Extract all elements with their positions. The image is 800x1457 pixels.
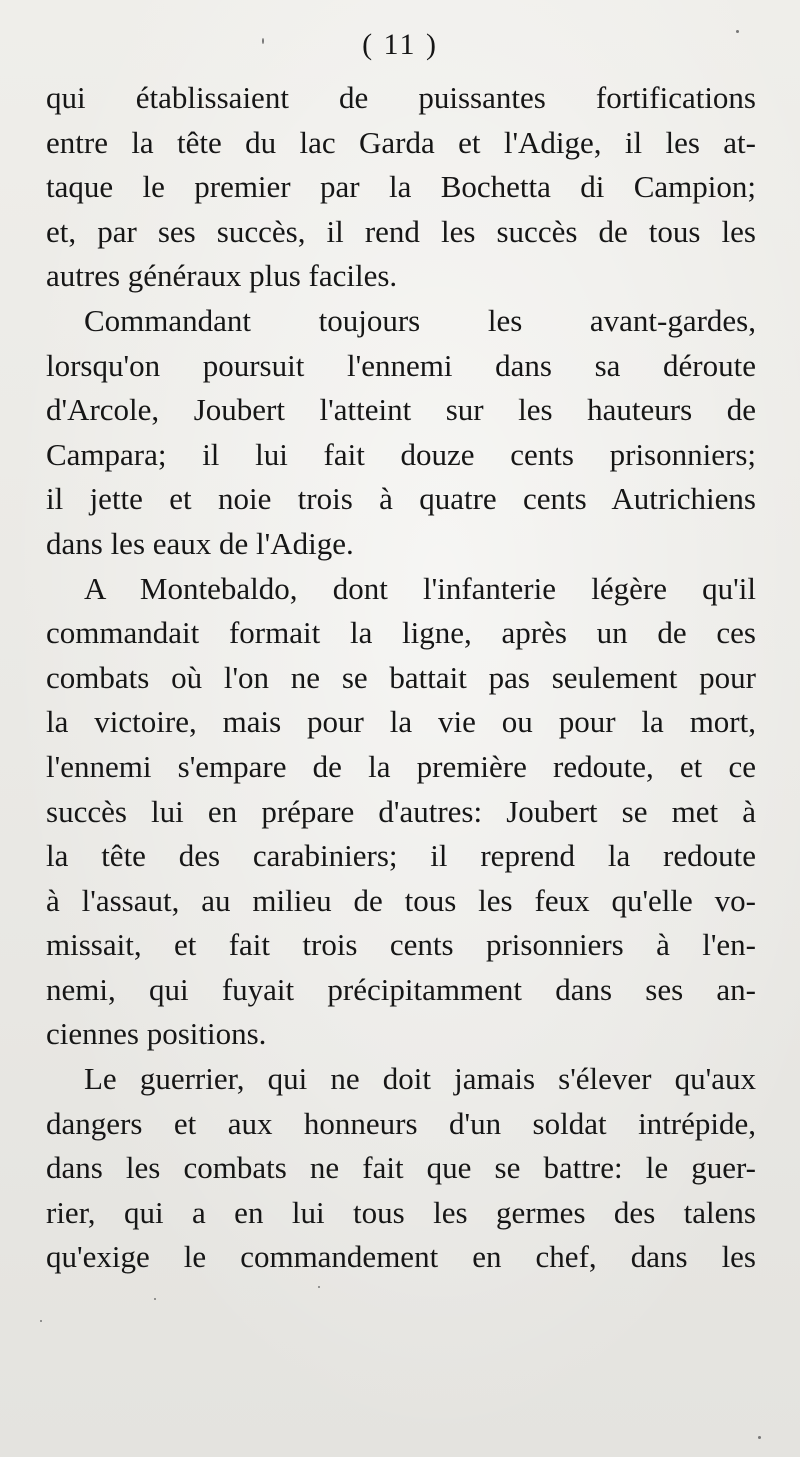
text-line: qui établissaient de puissantes fortifications [46, 80, 756, 115]
text-line: autres généraux plus faciles. [46, 258, 398, 294]
paper-speck [40, 1320, 42, 1322]
paper-speck [736, 30, 739, 33]
text-line: à l'assaut, au milieu de tous les feux qu'elle vo- [46, 882, 756, 918]
body-text [46, 76, 756, 1280]
text-line: dans les combats ne fait que se battre: le guer- [46, 1150, 756, 1186]
text-line: et, par ses succès, il rend les succès de tous les [46, 213, 756, 249]
text-line: ciennes positions. [46, 1016, 267, 1052]
text-line: commandait formait la ligne, après un de ces [46, 615, 756, 651]
text-line: la victoire, mais pour la vie ou pour la mort, [46, 704, 756, 740]
text-line: il jette et noie trois à quatre cents Autrichiens [46, 481, 756, 517]
text-line: l'ennemi s'empare de la première redoute, et ce [46, 748, 756, 784]
paper-speck [262, 38, 264, 44]
paper-speck [758, 1436, 761, 1439]
text-line: Le guerrier, qui ne doit jamais s'élever qu'aux [84, 1061, 756, 1097]
text-line: la tête des carabiniers; il reprend la redoute [46, 838, 756, 874]
text-line: d'Arcole, Joubert l'atteint sur les hauteurs de [46, 392, 756, 428]
text-line: succès lui en prépare d'autres: Joubert se met à [46, 793, 756, 829]
text-line: missait, et fait trois cents prisonniers à l'en- [46, 927, 756, 963]
text-line: entre la tête du lac Garda et l'Adige, il les at- [46, 124, 756, 160]
text-line: dans les eaux de l'Adige. [46, 525, 354, 561]
text-line: lorsqu'on poursuit l'ennemi dans sa déroute [46, 347, 756, 383]
text-line: combats où l'on ne se battait pas seulement pour [46, 659, 756, 695]
text-line: rier, qui a en lui tous les germes des talens [46, 1194, 756, 1230]
page-number: ( 11 ) [362, 28, 438, 61]
text-line: taque le premier par la Bochetta di Campion; [46, 169, 756, 205]
text-line: dangers et aux honneurs d'un soldat intrépide, [46, 1105, 756, 1141]
text-line: nemi, qui fuyait précipitamment dans ses an- [46, 971, 756, 1007]
text-line: Commandant toujours les avant-gardes, [84, 302, 756, 338]
text-line: A Montebaldo, dont l'infanterie légère qu'il [84, 570, 756, 606]
paper-speck [154, 1298, 156, 1300]
paper-speck [318, 1286, 320, 1288]
text-line: qu'exige le commandement en chef, dans les [46, 1239, 756, 1275]
text-line: Campara; il lui fait douze cents prisonniers; [46, 436, 756, 472]
